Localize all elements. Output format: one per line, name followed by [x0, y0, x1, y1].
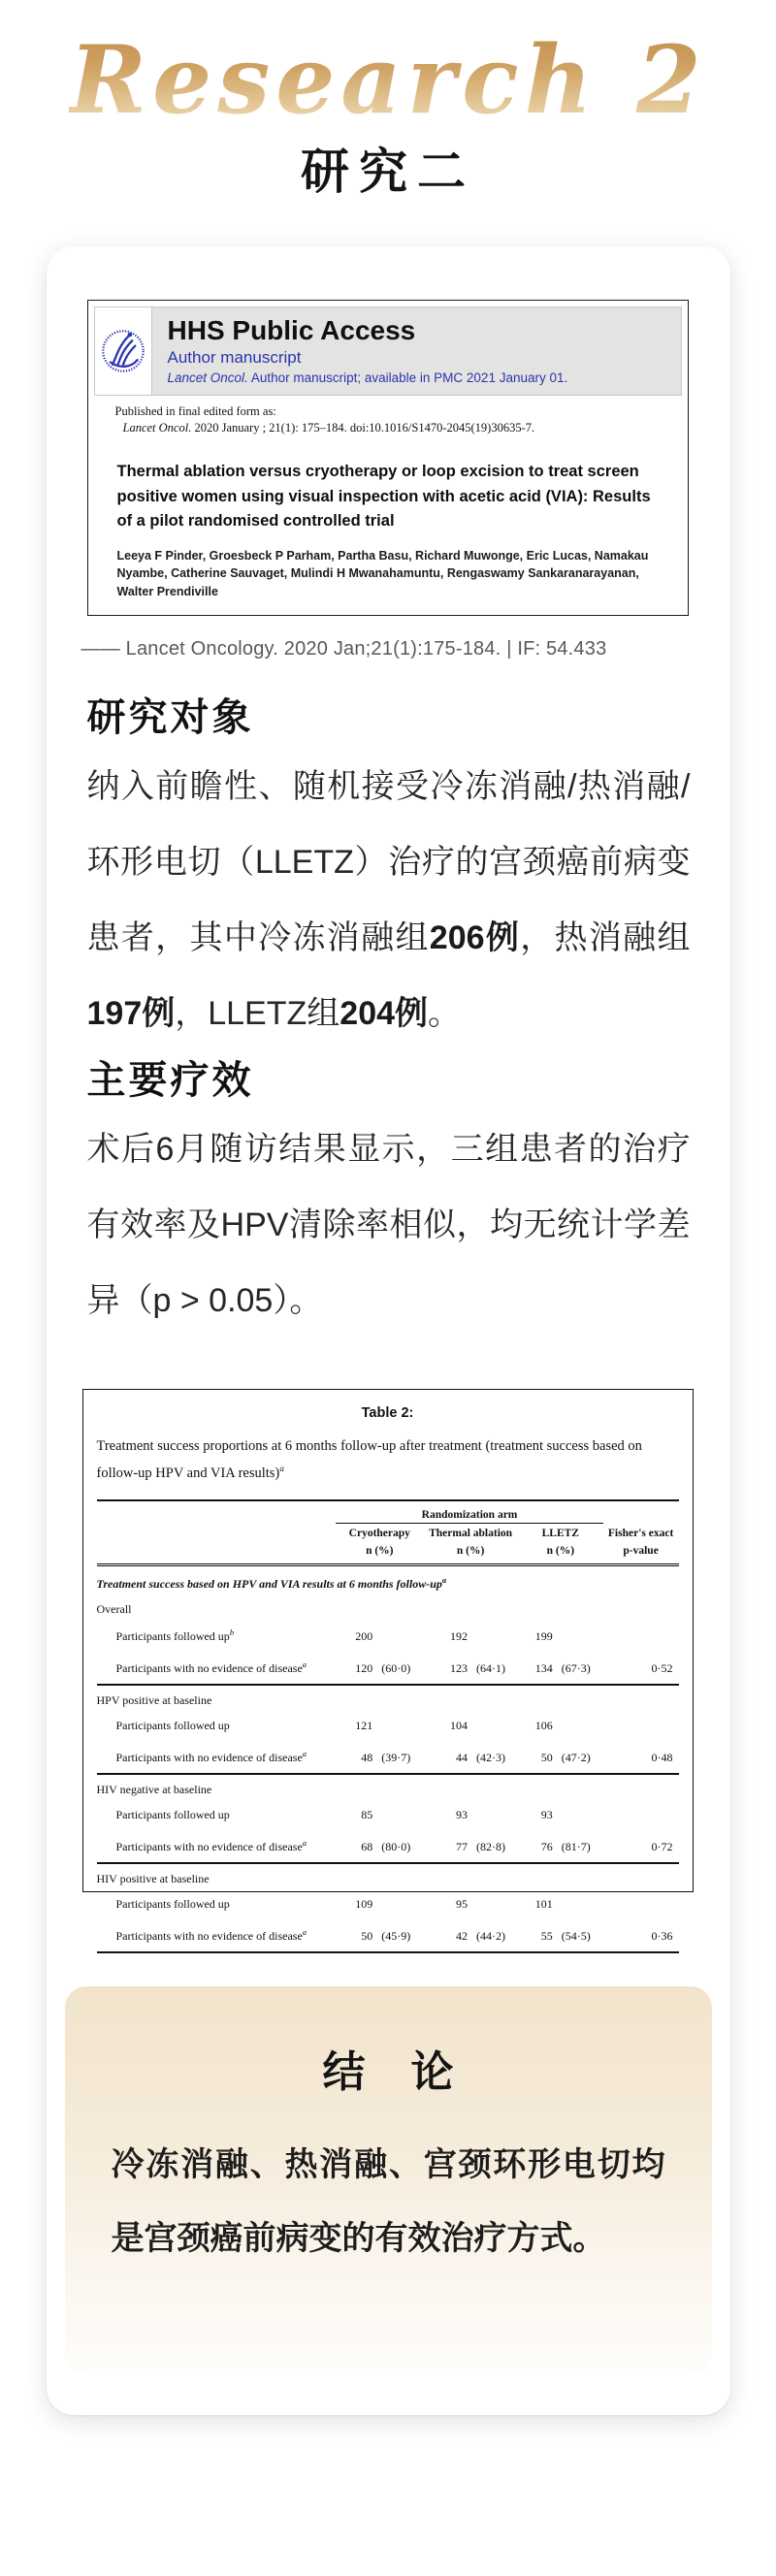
hhs-public-access-title: HHS Public Access [167, 315, 416, 345]
paper-header-band [94, 306, 682, 396]
conclusion-heading: 结 论 [322, 2048, 471, 2096]
table2-figure [82, 1389, 694, 1943]
conclusion-box [65, 1986, 712, 2374]
randomization-arm-header: Randomization arm [336, 1500, 602, 1524]
col-fishers-exact: Fisher's exact p-value [603, 1523, 679, 1564]
table-row: Participants followed $up^b$ 200 192 199 [115, 1626, 553, 1643]
table2-body [97, 1564, 679, 1952]
col-thermal-ablation: Thermal ablation n (%) [423, 1523, 518, 1564]
table-row: Overall [96, 1601, 132, 1616]
table-row: Participants followed up 85 93 93 [115, 1807, 553, 1821]
availability-line: Lancet Oncol. Author manuscript; available in PMC 2021 January 01. [167, 370, 568, 385]
section-heading-main-efficacy: 主要疗效 [86, 1058, 254, 1102]
published-label: Published in final edited form as: [114, 404, 276, 418]
paper-title: Thermal ablation versus cryotherapy or loop excision to treat screen positive women using visual inspection with acetic acid (VIA): Results of a pilot randomised controlled trial [116, 463, 651, 531]
table-row: Participants with no evidence of disease$^a$ 68 (80·0) 77 (82·8) 76 (81·7) 0·72 [97, 1830, 679, 1863]
table-caption: Treatment success proportions at 6 months follow-up after treatment (treatment success based on follow-up HPV and VIA results)$^a$ [96, 1438, 642, 1482]
col-lletz: LLETZ n (%) [518, 1523, 603, 1564]
table-row: HIV positive at baseline [96, 1871, 210, 1885]
table2 [97, 1499, 679, 1953]
table-row: Participants with no evidence of disease$^a$ 48 (39·7) 44 (42·3) 50 (47·2) 0·48 [97, 1741, 679, 1774]
published-citation: Lancet Oncol. 2020 January ; 21(1): 175–184. doi:10.1016/S1470-2045(19)30635-7. [122, 421, 535, 435]
content-card [47, 246, 730, 2415]
col-cryotherapy: Cryotherapy n (%) [336, 1523, 423, 1564]
table-title: Table 2: [361, 1405, 414, 1421]
table-row: Participants followed up 109 95 101 [115, 1896, 553, 1911]
published-block [115, 403, 688, 436]
citation-line: —— Lancet Oncology. 2020 Jan;21(1):175-184. | IF: 54.433 [81, 638, 607, 660]
author-manuscript-label: Author manuscript [167, 348, 302, 367]
table-row: HPV positive at baseline [96, 1692, 212, 1707]
section-body-study-subjects: 纳入前瞻性、随机接受冷冻消融/热消融/环形电切（LLETZ）治疗的宫颈癌前病变患者，其中冷冻消融组206例，热消融组197例，LLETZ组204例。 [86, 768, 691, 1032]
table-row: Participants followed up 121 104 106 [115, 1718, 553, 1732]
paper-screenshot [87, 300, 689, 616]
conclusion-body: 冷冻消融、热消融、宫颈环形电切均是宫颈癌前病变的有效治疗方式。 [111, 2146, 665, 2257]
hero [0, 0, 776, 202]
table-row: Participants with no evidence of disease$^a$ 50 (45·9) 42 (44·2) 55 (54·5) 0·36 [97, 1919, 679, 1952]
hhs-logo-icon [95, 307, 152, 395]
table-row: HIV negative at baseline [96, 1782, 212, 1796]
table-row: Participants with no evidence of disease$^a$ 120 (60·0) 123 (64·1) 134 (67·3) 0·52 [97, 1652, 679, 1685]
section-heading-study-subjects: 研究对象 [86, 695, 254, 739]
paper-band-text [152, 307, 568, 395]
research-script-title: Research 2 [69, 25, 707, 135]
paper-authors: Leeya F Pinder, Groesbeck P Parham, Partha Basu, Richard Muwonge, Eric Lucas, Namakau Nyambe, Catherine Sauvaget, Mulindi H Mwanahamuntu, Rengaswamy Sankaranarayanan, Walter Prendiville [116, 548, 649, 599]
section-body-main-efficacy: 术后6月随访结果显示，三组患者的治疗有效率及HPV清除率相似，均无统计学差异（p > 0.05）。 [86, 1131, 691, 1319]
section-title-cn: 研究二 [301, 145, 475, 199]
table-row: Treatment success based on HPV and VIA results at 6 months follow-$up^a$ [96, 1574, 447, 1591]
